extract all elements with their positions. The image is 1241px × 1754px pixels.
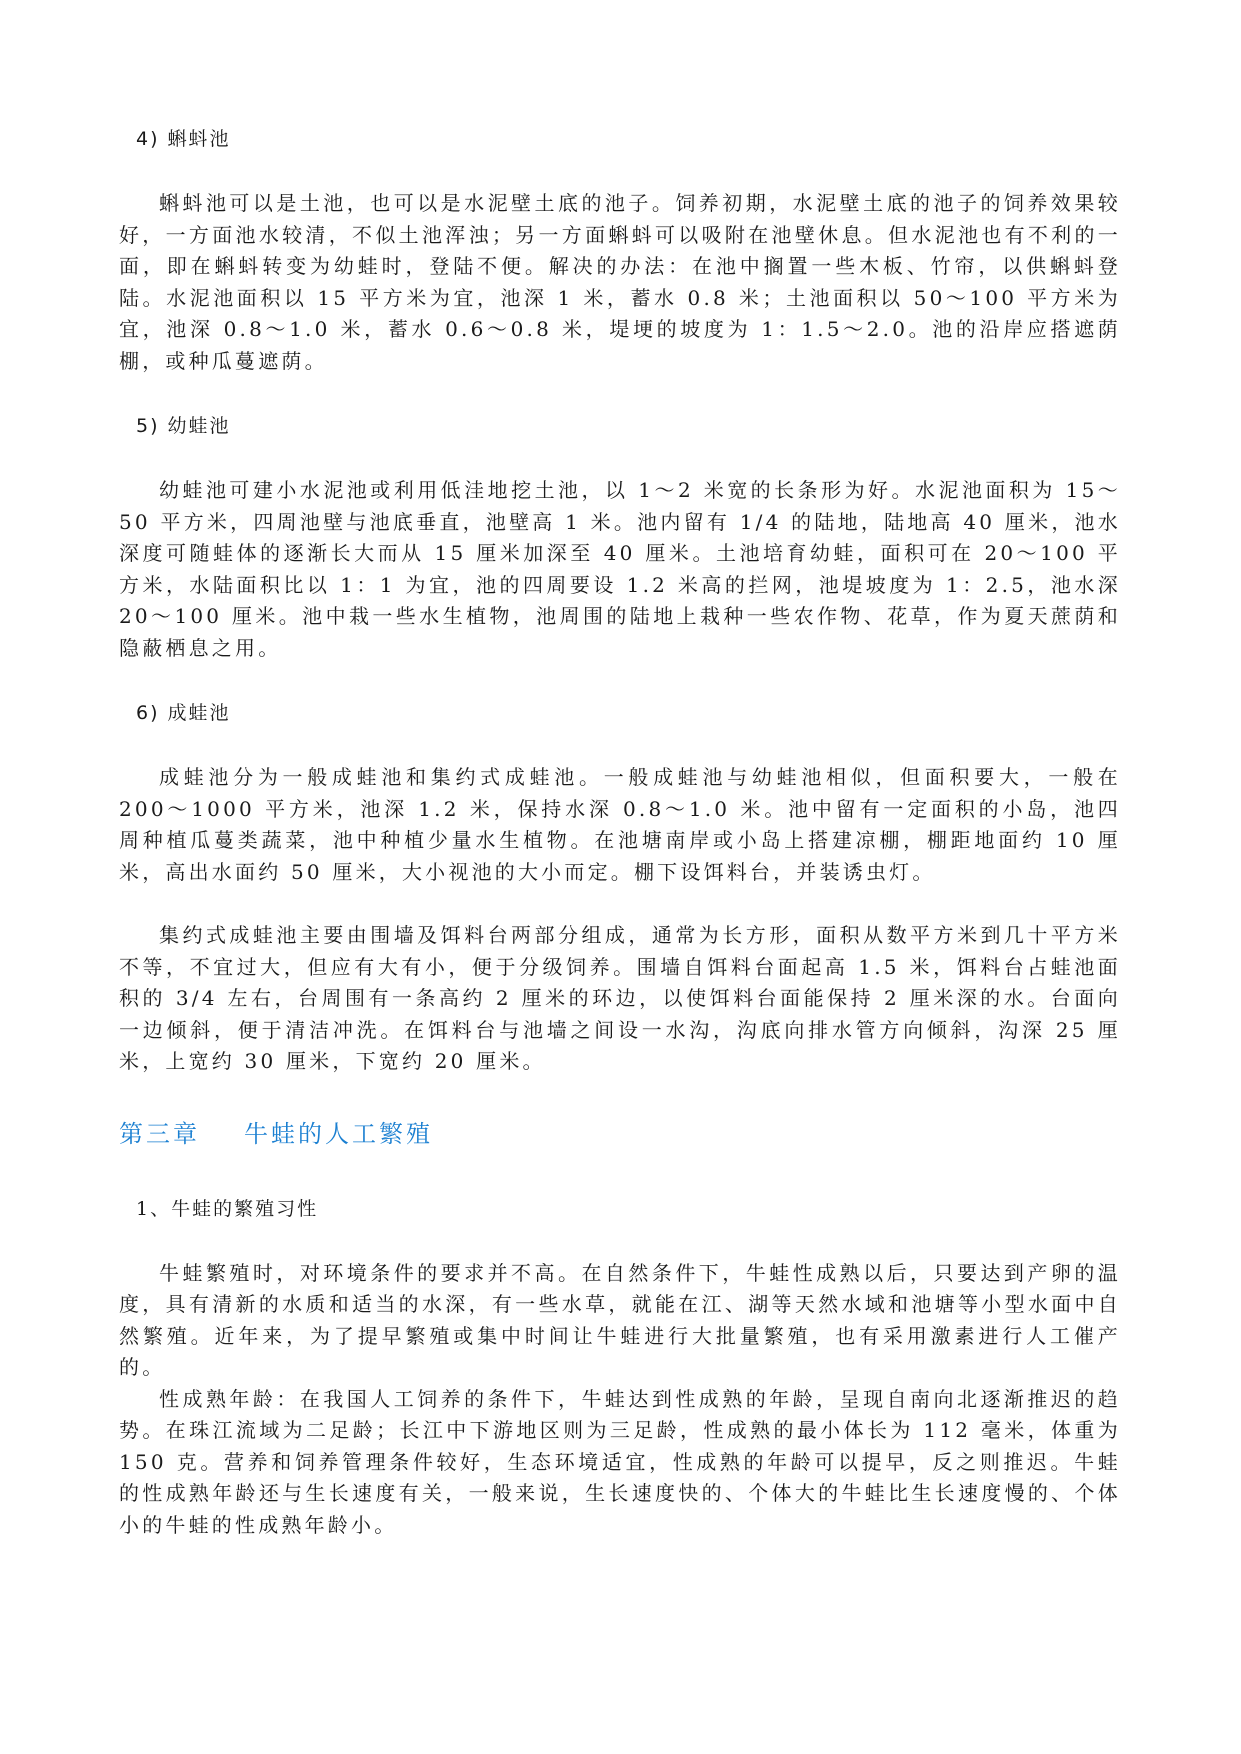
paragraph-adult-frog-pond-intensive: 集约式成蛙池主要由围墙及饵料台两部分组成，通常为长方形，面积从数平方米到几十平方米不等，不宜过大，但应有大有小，便于分级饲养。围墙自饵料台面起高 1.5 米，饵料台占蛙池面积的 3/4 左右，台周围有一条高约 2 厘米的环边，以使饵料台面能保持 2 厘米深的水。台面向一边倾斜，便于清洁冲洗。在饵料台与池墙之间设一水沟，沟底向排水管方向倾斜，沟深 25 厘米，上宽约 30 厘米，下宽约 20 厘米。 bbox=[119, 923, 1121, 1073]
paragraph-breeding-conditions: 牛蛙繁殖时，对环境条件的要求并不高。在自然条件下，牛蛙性成熟以后，只要达到产卵的温度，具有清新的水质和适当的水深，有一些水草，就能在江、湖等天然水域和池塘等小型水面中自然繁殖。近年来，为了提早繁殖或集中时间让牛蛙进行大批量繁殖，也有采用激素进行人工催产的。 bbox=[119, 1260, 1121, 1379]
paragraph-sexual-maturity: 性成熟年龄：在我国人工饲养的条件下，牛蛙达到性成熟的年龄，呈现自南向北逐渐推迟的趋势。在珠江流域为二足龄；长江中下游地区则为三足龄，性成熟的最小体长为 112 毫米，体重为 150 克。营养和饲养管理条件较好，生态环境适宜，性成熟的年龄可以提早，反之则推迟。牛蛙的性成熟年龄还与生长速度有关，一般来说，生长速度快的、个体大的牛蛙比生长速度慢的、个体小的牛蛙的性成熟年龄小。 bbox=[119, 1386, 1121, 1537]
section-heading-breeding-habits: 1、牛蛙的繁殖习性 bbox=[136, 1197, 319, 1220]
paragraph-adult-frog-pond-general: 成蛙池分为一般成蛙池和集约式成蛙池。一般成蛙池与幼蛙池相似，但面积要大，一般在 200～1000 平方米，池深 1.2 米，保持水深 0.8～1.0 米。池中留有一定面积的小岛，池四周种植瓜蔓类蔬菜，池中种植少量水生植物。在池塘南岸或小岛上搭建凉棚，棚距地面约 10 厘米，高出水面约 50 厘米，大小视池的大小而定。棚下设饵料台，并装诱虫灯。 bbox=[119, 765, 1121, 884]
section-heading-tadpole-pond: 4) 蝌蚪池 bbox=[136, 128, 231, 150]
chapter-heading bbox=[119, 1114, 1121, 1154]
paragraph-tadpole-pond: 蝌蚪池可以是土池，也可以是水泥壁土底的池子。饲养初期，水泥壁土底的池子的饲养效果较好，一方面池水较清，不似土池浑浊；另一方面蝌蚪可以吸附在池壁休息。但水泥池也有不利的一面，即在蝌蚪转变为幼蛙时，登陆不便。解决的办法：在池中搁置一些木板、竹帘，以供蝌蚪登陆。水泥池面积以 15 平方米为宜，池深 1 米，蓄水 0.8 米；土池面积以 50～100 平方米为宜，池深 0.8～1.0 米，蓄水 0.6～0.8 米，堤埂的坡度为 1：1.5～2.0。池的沿岸应搭遮荫棚，或种瓜蔓遮荫。 bbox=[119, 191, 1121, 373]
section-heading-juvenile-frog-pond: 5) 幼蛙池 bbox=[136, 415, 231, 437]
chapter-number: 第三章 bbox=[119, 1119, 200, 1148]
section-heading-adult-frog-pond: 6) 成蛙池 bbox=[136, 702, 231, 724]
paragraph-juvenile-frog-pond: 幼蛙池可建小水泥池或利用低洼地挖土池，以 1～2 米宽的长条形为好。水泥池面积为 15～50 平方米，四周池壁与池底垂直，池壁高 1 米。池内留有 1/4 的陆地，陆地高 40 厘米，池水深度可随蛙体的逐渐长大而从 15 厘米加深至 40 厘米。土池培育幼蛙，面积可在 20～100 平方米，水陆面积比以 1：1 为宜，池的四周要设 1.2 米高的拦网，池堤坡度为 1：2.5，池水深 20～100 厘米。池中栽一些水生植物，池周围的陆地上栽种一些农作物、花草，作为夏天蔗荫和隐蔽栖息之用。 bbox=[119, 478, 1121, 660]
chapter-title: 牛蛙的人工繁殖 bbox=[244, 1119, 433, 1148]
page-content bbox=[119, 124, 1121, 1541]
